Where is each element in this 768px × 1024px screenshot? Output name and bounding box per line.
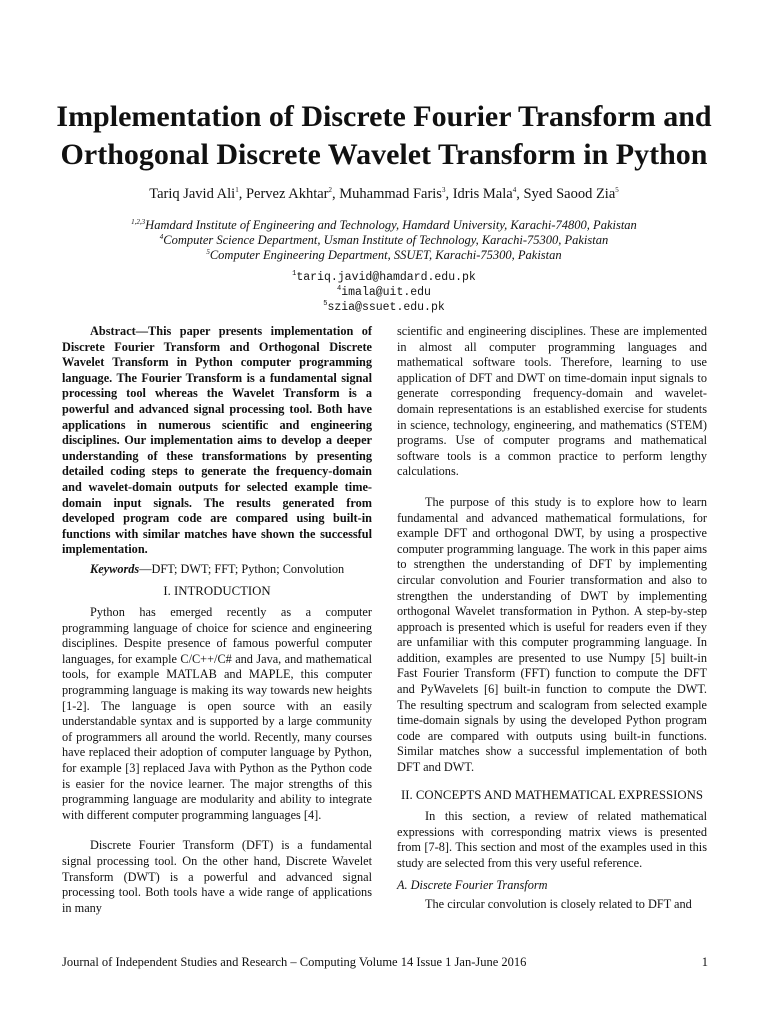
author-list: Tariq Javid Ali$^1$, Pervez Akhtar$^2$, Muhammad Faris$^3$, Idris Mala$^4$, Syed Saood Zia$^5$ [149, 186, 619, 202]
author-sup: 4 [512, 186, 517, 195]
email-sup: 5 [323, 300, 328, 309]
paragraph: Python has emerged recently as a computer programming language of choice for science and engineering disciplines. Despite presence of famous powerful computer languages, for example C/C++/C# and Java, and mathematical tools, for example MATLAB and MAPLE, this computer programming language is making its way towards new heights [1-2]. The language is open source with an easily understandable syntax and is supported by a large community of programmers all around the world. Recently, many courses have replaced their adoption of computer language by Python, for example [3] replaced Java with Python as the Python code is easier for the novice learner. The major strengths of this programming language are modularity and ability to integrate with different computer programming languages [4]. [62, 605, 372, 822]
paragraph: scientific and engineering disciplines. These are implemented in almost all computer programming languages and mathematical software tools. Therefore, learning to use application of DFT and DWT on time-domain input signals to generate corresponding frequency-domain and wavelet-domain representations is an established exercise for students in science, technology, engineering, and mathematics (STEM) programs. Use of computer programs and mathematical software tools is a common practice to perform lengthy calculations. [397, 324, 707, 479]
author-sup: 2 [328, 186, 332, 195]
affiliation [40, 233, 728, 248]
paragraph: The circular convolution is closely related to DFT and [425, 897, 692, 912]
author-name: Tariq Javid Ali [149, 186, 236, 202]
author-name: Muhammad Faris [339, 186, 442, 202]
affiliation-sup: 5 [206, 247, 210, 256]
affiliation-text: Hamdard Institute of Engineering and Technology, Hamdard University, Karachi-74800, Pakistan [145, 218, 637, 232]
section-heading: II. CONCEPTS AND MATHEMATICAL EXPRESSIONS [400, 787, 704, 802]
affiliation-text: Computer Science Department, Usman Institute of Technology, Karachi-75300, Pakistan [163, 233, 609, 247]
email-text: szia@ssuet.edu.pk [327, 301, 445, 314]
paragraph: Discrete Fourier Transform (DFT) is a fundamental signal processing tool. On the other hand, Discrete Wavelet Transform (DWT) is a powerful and advanced signal processing tool. Both tools have a wide range of applications in many [62, 838, 372, 915]
email [40, 300, 728, 315]
affiliation-sup: 1,2,3 [131, 217, 146, 226]
affiliation [40, 218, 728, 233]
paragraph: In this section, a review of related mathematical expressions with corresponding matrix views is presented from [7-8]. This section and most of the examples used in this study are selected from this very useful reference. [397, 809, 707, 870]
section-heading: I. INTRODUCTION [163, 583, 271, 598]
affiliation-sup: 4 [159, 232, 164, 241]
keywords-label: Keywords [90, 561, 140, 576]
author-name: Pervez Akhtar [245, 186, 329, 202]
author-sup: 5 [615, 186, 619, 195]
footer-journal: Journal of Independent Studies and Research – Computing Volume 14 Issue 1 Jan-June 2016 [62, 955, 527, 969]
paper-title: Implementation of Discrete Fourier Transform and Orthogonal Discrete Wavelet Transform in Python [56, 100, 712, 171]
left-column [62, 324, 372, 916]
author-sup: 1 [235, 186, 239, 195]
keywords-text: —DFT; DWT; FFT; Python; Convolution [139, 561, 345, 576]
affiliation-list [40, 218, 728, 263]
author-name: Idris Mala [452, 186, 513, 202]
subsection-heading: A. Discrete Fourier Transform [397, 877, 548, 892]
email-text: tariq.javid@hamdard.edu.pk [296, 271, 476, 284]
affiliation [40, 248, 728, 263]
email-sup: 4 [337, 285, 342, 294]
paragraph: The purpose of this study is to explore how to learn fundamental and advanced mathematical formulations, for example DFT and orthogonal DWT, by using a prospective computer programming language. The work in this paper aims to strengthen the understanding of DFT by implementing circular convolution and Fourier transformation and also to strengthen the understanding of DWT by implementing orthogonal Wavelet transformation in Python. A step-by-step approach is presented which is useful for readers even if they are unfamiliar with this computer programming language. In addition, examples are presented to use Numpy [5] built-in Fast Fourier Transform (FFT) function to compute the DFT and PyWavelets [6] built-in function to compute the DWT. The resulting spectrum and scalogram from selected example time-domain signals by using the developed Python program code are compared with outputs using built-in functions. Similar matches show a successful implementation of both DFT and DWT. [397, 494, 707, 775]
page-footer [62, 955, 708, 970]
page-number: 1 [701, 955, 708, 969]
author-name: Syed Saood Zia [523, 186, 616, 202]
email [40, 285, 728, 300]
author-sup: 3 [441, 186, 446, 195]
keywords [62, 562, 372, 578]
email-text: imala@uit.edu [341, 286, 431, 299]
abstract: Abstract—This paper presents implementation of Discrete Fourier Transform and Orthogonal Discrete Wavelet Transform in Python computer programming language. The Fourier Transform is a fundamental signal processing tool whereas the Wavelet Transform is a powerful and advanced signal processing tool. Both have applications in numerous scientific and engineering disciplines. Our implementation aims to develop a deeper understanding of these transformations by presenting detailed coding steps to generate the frequency-domain and wavelet-domain outputs for selected example time-domain input signals. The results generated from developed program code are compared using built-in functions with similar matches have shown the successful implementation. [62, 324, 372, 557]
email-sup: 1 [292, 270, 297, 279]
right-column [397, 324, 707, 913]
affiliation-text: Computer Engineering Department, SSUET, Karachi-75300, Pakistan [209, 248, 562, 262]
email-list [40, 270, 728, 315]
email [40, 270, 728, 285]
